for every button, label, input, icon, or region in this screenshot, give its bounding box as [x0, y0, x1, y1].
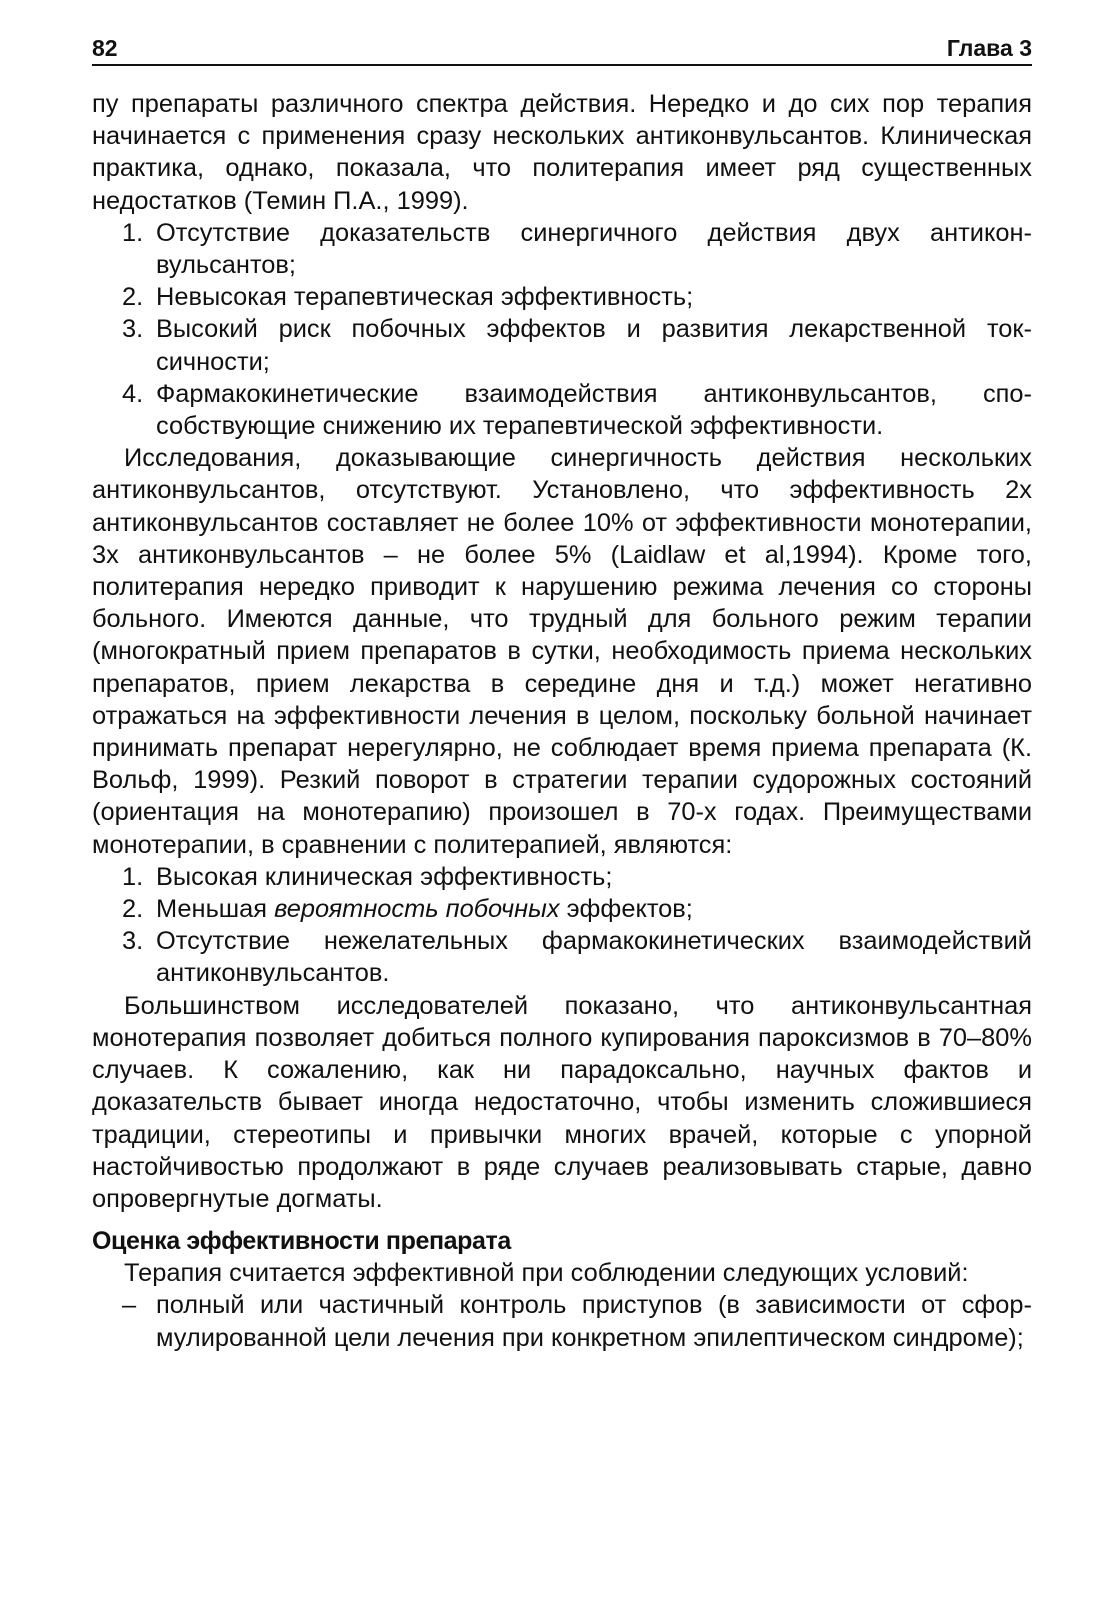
section-intro: Терапия считается эффективной при соблюдении следующих условий: — [124, 1259, 969, 1288]
list-item: 4. Фармакокинетические взаимодействия антиконвульсантов, способствующие снижению их терапевтической эффективности. — [122, 379, 1032, 441]
disadvantages-list — [92, 217, 1032, 442]
criteria-list — [92, 1289, 1032, 1353]
section-heading: Оценка эффективности препарата — [92, 1227, 511, 1256]
paragraph-2: Исследования, доказывающие синергичность действия нескольких антиконвульсантов, отсутствуют. Установлено, что эффективность 2х антиконвульсантов составляет не более 10% от эффективности монотерапии, 3х антиконвульсантов – не более 5% (Laidlaw et al,1994). Кроме того, политерапия нередко приводит к нарушению режима лечения со стороны больного. Имеются данные, что трудный для больного режим терапии (многократный прием препаратов в сутки, необходимость приема нескольких препаратов, прием лекарства в середине дня и т.д.) может негативно отражаться на эффективности лечения в целом, поскольку больной начинает принимать препарат нерегулярно, не соблюдает время приема препарата (К. Вольф, 1999). Резкий поворот в стратегии терапии судорожных состояний (ориентация на монотерапию) произошел в 70-х годах. Преимуществами монотерапии, в сравнении с политерапией, являются: — [92, 444, 1032, 859]
body-text — [92, 88, 1032, 1354]
list-item: 1. Высокая клиническая эффективность; — [122, 862, 613, 891]
chapter-title: Глава 3 — [946, 35, 1032, 61]
list-item: 1. Отсутствие доказательств синергичного действия двух антиконвульсантов; — [122, 218, 1032, 280]
advantages-list — [92, 861, 1032, 990]
book-page — [92, 28, 1032, 1354]
list-item: 2. Невысокая терапевтическая эффективность; — [122, 283, 694, 312]
list-item: 3. Отсутствие нежелательных фармакокинетических взаимодействий антиконвульсантов. — [122, 927, 1032, 988]
list-item: – полный или частичный контроль приступов (в зависимости от сформулированной цели лечения при конкретном эпилептическом синдроме); — [122, 1291, 1032, 1352]
page-number: 82 — [92, 35, 118, 61]
list-item: 2. Меньшая вероятность побочных эффектов; — [122, 895, 693, 924]
list-item: 3. Высокий риск побочных эффектов и развития лекарственной токсичности; — [122, 315, 1032, 376]
paragraph-3: Большинством исследователей показано, что антиконвульсантная монотерапия позволяет добиться полного купирования пароксизмов в 70–80% случаев. К сожалению, как ни парадоксально, научных фактов и доказательств бывает иногда недостаточно, чтобы изменить сложившиеся традиции, стереотипы и привычки многих врачей, которые с упорной настойчивостью продолжают в ряде случаев реализовывать старые, давно опровергнутые догматы. — [92, 991, 1032, 1213]
paragraph-1: пу препараты различного спектра действия. Нередко и до сих пор терапия начинается с применения сразу нескольких антиконвульсантов. Клиническая практика, однако, показала, что политерапия имеет ряд существенных недостатков (Темин П.А., 1999). — [92, 90, 1032, 215]
running-header — [92, 28, 1032, 66]
